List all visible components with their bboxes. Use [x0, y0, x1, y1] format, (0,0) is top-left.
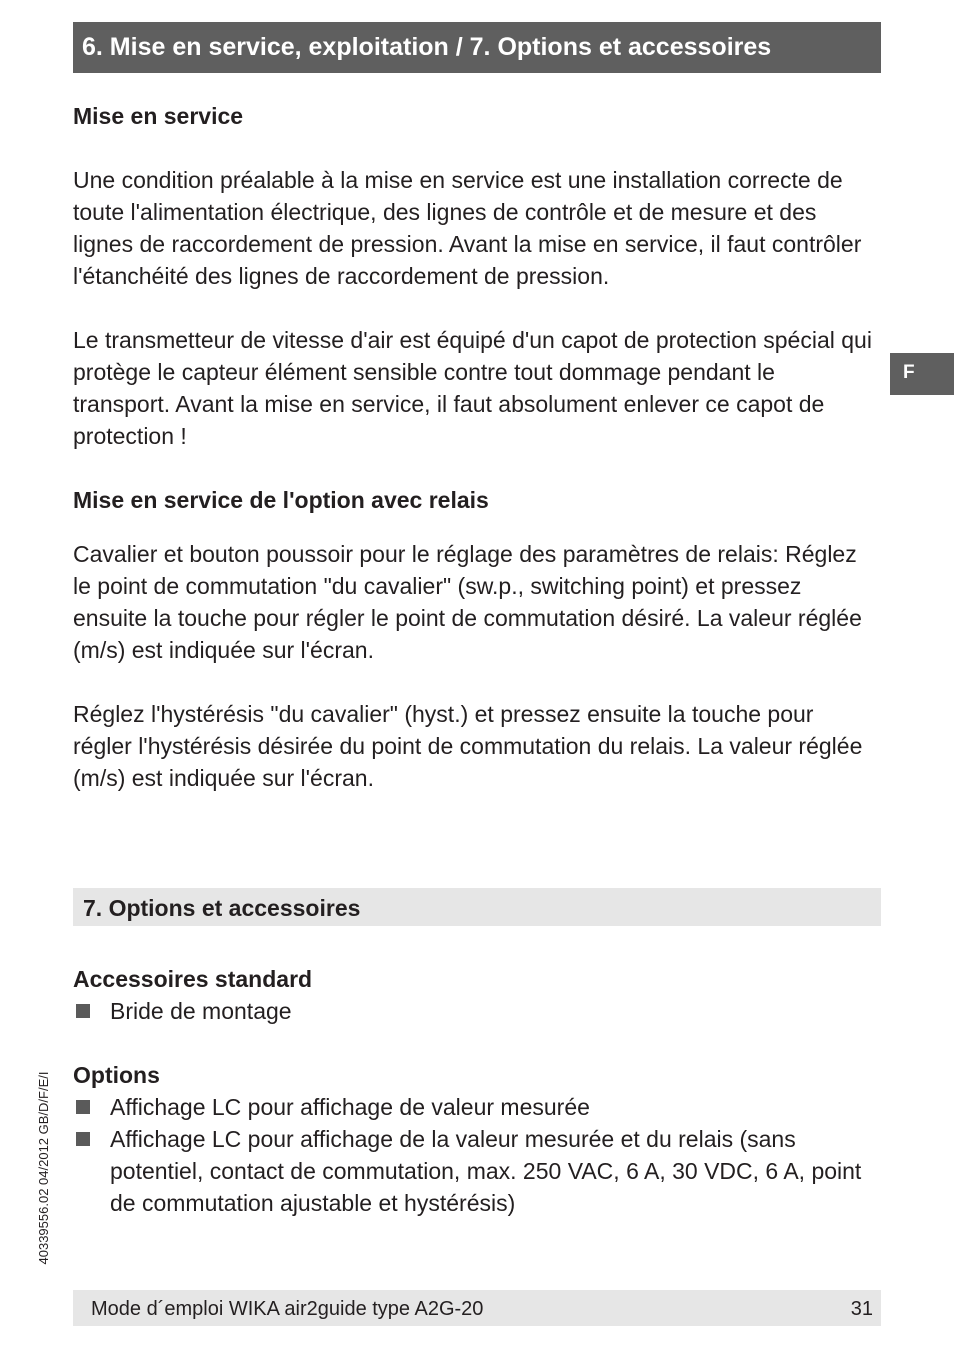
- list-item-text: Affichage LC pour affichage de la valeur mesurée et du relais (sans potentiel, contact de commutation, max. 250 VAC, 6 A, 30 VDC, 6 A, point de commutation ajustable et hystérésis): [110, 1126, 862, 1216]
- main-content: [73, 100, 873, 794]
- heading-relais: Mise en service de l'option avec relais: [73, 487, 489, 513]
- square-bullet-icon: [76, 1132, 90, 1146]
- paragraph-capot: Le transmetteur de vitesse d'air est équipé d'un capot de protection spécial qui protège le capteur élément sensible contre tout dommage pendant le transport. Avant la mise en service, il faut absolument enlever ce capot de protection !: [73, 327, 872, 449]
- list-item: [73, 1123, 881, 1219]
- square-bullet-icon: [76, 1100, 90, 1114]
- paragraph-hysteresis: Réglez l'hystérésis "du cavalier" (hyst.) et pressez ensuite la touche pour régler l'hystérésis désirée du point de commutation du relais. La valeur réglée (m/s) est indiquée sur l'écran.: [73, 701, 863, 791]
- square-bullet-icon: [76, 1004, 90, 1018]
- list-item: [73, 995, 881, 1027]
- page-header: [73, 22, 881, 73]
- paragraph-installation: Une condition préalable à la mise en service est une installation correcte de toute l'alimentation électrique, des lignes de contrôle et de mesure et des lignes de raccordement de pression. Avant la mise en service, il faut contrôler l'étanchéité des lignes de raccordement de pression.: [73, 167, 862, 289]
- options-list: [73, 1091, 881, 1219]
- heading-accessoires: Accessoires standard: [73, 966, 313, 992]
- paragraph-cavalier: Cavalier et bouton poussoir pour le réglage des paramètres de relais: Réglez le point de commutation "du cavalier" (sw.p., switching point) et pressez ensuite la touche pour régler le point de commutation désiré. La valeur réglée (m/s) est indiquée sur l'écran.: [73, 541, 862, 663]
- accessoires-list: [73, 995, 881, 1027]
- language-tab: [890, 353, 954, 395]
- footer-text: Mode d´emploi WIKA air2guide type A2G-20: [91, 1298, 484, 1320]
- section-title: 7. Options et accessoires: [83, 895, 361, 921]
- heading-mise-en-service: Mise en service: [73, 103, 244, 129]
- section-header-options: [73, 888, 881, 926]
- page-number: 31: [850, 1298, 873, 1320]
- header-title: 6. Mise en service, exploitation / 7. Options et accessoires: [82, 33, 772, 61]
- list-item-text: Affichage LC pour affichage de valeur mesurée: [110, 1094, 590, 1120]
- document-code-text: 40339556.02 04/2012 GB/D/F/E/I: [36, 1071, 51, 1265]
- list-item-text: Bride de montage: [110, 998, 292, 1024]
- list-item: [73, 1091, 881, 1123]
- heading-options: Options: [73, 1062, 160, 1088]
- page-footer: [73, 1290, 881, 1326]
- options-section: [73, 963, 881, 1219]
- language-tab-label: F: [903, 362, 915, 383]
